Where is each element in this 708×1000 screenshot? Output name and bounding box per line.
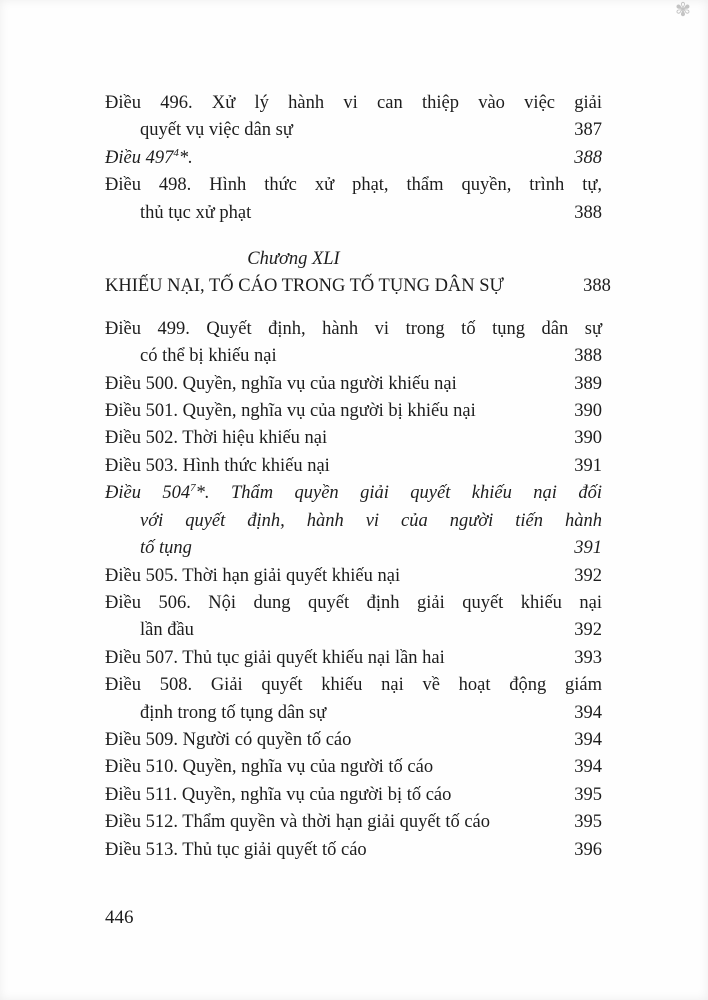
footnote-superscript: 4 [173, 146, 179, 159]
toc-entry [105, 371, 602, 398]
toc-entry [105, 754, 602, 781]
table-of-contents [105, 90, 611, 864]
entry-text: thủ tục xử phạt [140, 202, 252, 223]
toc-entry-line [105, 809, 602, 836]
footnote-superscript: 7 [190, 482, 196, 495]
toc-entry-line [105, 727, 602, 754]
toc-entry-line [105, 700, 602, 727]
page-number: 392 [574, 620, 602, 641]
toc-entry [105, 837, 602, 864]
entry-text: có thể bị khiếu nại [140, 346, 277, 367]
toc-entry-line [105, 425, 602, 452]
entry-text: với quyết định, hành vi của người tiến hành [140, 510, 602, 531]
page-number: 392 [574, 565, 602, 586]
page-number: 390 [574, 401, 602, 422]
entry-text: Điều $497^4*$. [105, 146, 193, 168]
footer-page-number: 446 [105, 907, 134, 928]
entry-text: Điều 507. Thủ tục giải quyết khiếu nại lần hai [105, 647, 445, 668]
toc-entry [105, 398, 602, 425]
toc-entry-line [105, 316, 602, 343]
toc-entry-line [105, 145, 602, 172]
toc-entry-line [105, 617, 602, 644]
page-number: 394 [574, 729, 602, 750]
entry-text: Điều 510. Quyền, nghĩa vụ của người tố cáo [105, 757, 434, 778]
page-number: 388 [574, 147, 602, 168]
page-number: 391 [574, 455, 602, 476]
entry-text: lần đầu [140, 620, 194, 641]
entry-text: Điều 506. Nội dung quyết định giải quyết khiếu nại [105, 592, 602, 613]
toc-entry [105, 480, 602, 562]
toc-entry-line [105, 754, 602, 781]
page-number: 388 [574, 346, 602, 367]
entry-text: Điều 512. Thẩm quyền và thời hạn giải quyết tố cáo [105, 812, 491, 833]
toc-entry-line [105, 398, 602, 425]
toc-entry [105, 590, 602, 645]
entry-text: Điều 499. Quyết định, hành vi trong tố tụng dân sự [105, 318, 602, 339]
toc-entry [105, 453, 602, 480]
page-number: 394 [574, 702, 602, 723]
toc-entry-line [105, 535, 602, 562]
toc-entry-line [105, 480, 602, 507]
entry-text: Điều 498. Hình thức xử phạt, thẩm quyền, trình tự, [105, 175, 602, 196]
toc-entry [105, 672, 602, 727]
entry-text: Điều 501. Quyền, nghĩa vụ của người bị khiếu nại [105, 401, 476, 422]
page-number: 394 [574, 757, 602, 778]
page-number: 388 [583, 276, 611, 297]
toc-entry-line [105, 200, 602, 227]
chapter-label: Chương XLI [247, 249, 340, 270]
toc-entry [105, 782, 602, 809]
page-number: 388 [574, 202, 602, 223]
toc-entry-line [105, 117, 602, 144]
toc-entry [105, 645, 602, 672]
page-number: 390 [574, 428, 602, 449]
page-number: 389 [574, 373, 602, 394]
toc-entry-line [105, 343, 602, 370]
entry-text: Điều 496. Xử lý hành vi can thiệp vào việc giải [105, 93, 602, 113]
chapter-title: KHIẾU NẠI, TỐ CÁO TRONG TỐ TỤNG DÂN SỰ [105, 276, 504, 297]
chapter-title-row [105, 273, 611, 300]
entry-text: Điều 503. Hình thức khiếu nại [105, 455, 330, 476]
toc-entry-line [105, 672, 602, 699]
toc-entry-line [105, 837, 602, 864]
toc-entry [105, 145, 602, 172]
toc-entry-line [105, 172, 602, 199]
toc-entry-line [105, 453, 602, 480]
toc-entry-line [105, 645, 602, 672]
entry-text: Điều $504^7*$. Thẩm quyền giải quyết khiếu nại đối [105, 482, 602, 504]
entry-text: tố tụng [140, 538, 192, 559]
entry-text: Điều 508. Giải quyết khiếu nại về hoạt động giám [105, 675, 602, 696]
toc-entry-line [105, 90, 602, 117]
toc-entry-line [105, 563, 602, 590]
toc-entry-line [105, 508, 602, 535]
page-number: 395 [574, 812, 602, 833]
page-number: 393 [574, 647, 602, 668]
page-number: 391 [574, 538, 602, 559]
entry-text: Điều 500. Quyền, nghĩa vụ của người khiếu nại [105, 373, 457, 394]
entry-text: Điều 505. Thời hạn giải quyết khiếu nại [105, 565, 401, 586]
entry-text: Điều 509. Người có quyền tố cáo [105, 729, 352, 750]
page-number: 387 [574, 120, 602, 141]
toc-entry [105, 563, 602, 590]
entry-text: Điều 511. Quyền, nghĩa vụ của người bị tố cáo [105, 784, 452, 805]
entry-text: định trong tố tụng dân sự [140, 702, 327, 723]
entry-text: Điều 513. Thủ tục giải quyết tố cáo [105, 839, 367, 860]
toc-entry [105, 425, 602, 452]
toc-entry [105, 316, 602, 371]
toc-entry-line [105, 371, 602, 398]
entry-text: quyết vụ việc dân sự [140, 120, 293, 141]
page-number: 396 [574, 839, 602, 860]
toc-entry [105, 809, 602, 836]
entry-text: Điều 502. Thời hiệu khiếu nại [105, 428, 328, 449]
toc-entry-line [105, 590, 602, 617]
toc-entry [105, 172, 602, 227]
page-number: 395 [574, 784, 602, 805]
toc-entry [105, 727, 602, 754]
toc-entry [105, 90, 602, 145]
toc-entry-line [105, 782, 602, 809]
flower-ornament-icon: ✾ [675, 0, 691, 21]
